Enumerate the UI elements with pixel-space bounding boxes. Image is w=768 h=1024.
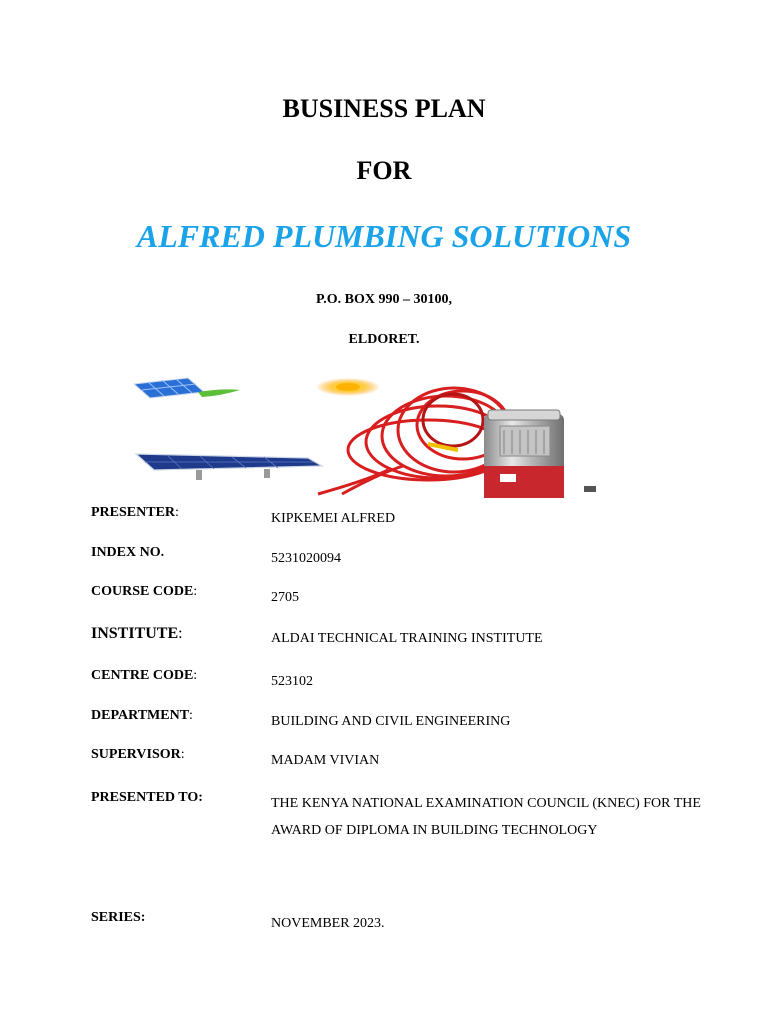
detail-label: [91, 545, 164, 561]
solar-panel-icon: [134, 378, 240, 398]
water-pump-icon: [484, 410, 596, 498]
detail-label-colon: :: [193, 584, 198, 599]
detail-label-colon: :: [193, 668, 198, 683]
detail-label-text: DEPARTMENT: [91, 708, 190, 723]
company-name: ALFRED PLUMBING SOLUTIONS: [136, 218, 632, 254]
hose-coil-icon: [318, 388, 510, 494]
detail-value: 2705: [271, 590, 299, 605]
detail-label-text: INSTITUTE: [91, 625, 179, 642]
detail-value: 523102: [271, 674, 313, 689]
detail-label: [91, 505, 179, 521]
detail-label: [91, 584, 197, 600]
address-town: ELDORET.: [348, 332, 420, 347]
detail-label: [91, 625, 183, 643]
title-for: FOR: [356, 156, 412, 185]
detail-label-text: INDEX NO.: [91, 545, 165, 560]
detail-label-colon: :: [180, 747, 185, 762]
detail-label: [91, 910, 145, 926]
address-po-box: P.O. BOX 990 – 30100,: [316, 292, 452, 307]
sun-icon: [316, 378, 380, 396]
title-business-plan: BUSINESS PLAN: [282, 94, 486, 123]
detail-label-colon: :: [178, 625, 183, 642]
detail-value: THE KENYA NATIONAL EXAMINATION COUNCIL (KNEC) FOR THE AWARD OF DIPLOMA IN BUILDING TECHNOLOGY: [271, 796, 701, 838]
detail-label: [91, 790, 203, 806]
detail-label-text: PRESENTER: [91, 505, 176, 520]
detail-label-text: COURSE CODE: [91, 584, 194, 599]
detail-label-colon: :: [189, 708, 193, 723]
detail-value: ALDAI TECHNICAL TRAINING INSTITUTE: [271, 631, 543, 646]
solar-panel-large-icon: [136, 454, 322, 480]
detail-value: NOVEMBER 2023.: [271, 916, 385, 931]
detail-label-colon: :: [175, 505, 179, 520]
cover-illustration: [128, 370, 608, 498]
detail-value: 5231020094: [271, 551, 341, 566]
detail-label-text: SUPERVISOR: [91, 747, 181, 762]
detail-label: [91, 668, 197, 684]
detail-label-text: SERIES:: [91, 910, 146, 925]
detail-label: [91, 708, 193, 724]
detail-label: [91, 747, 185, 763]
detail-value: KIPKEMEI ALFRED: [271, 511, 396, 526]
detail-label-text: PRESENTED TO:: [91, 790, 203, 805]
detail-value: BUILDING AND CIVIL ENGINEERING: [271, 714, 511, 729]
detail-value: MADAM VIVIAN: [271, 753, 380, 768]
detail-label-text: CENTRE CODE: [91, 668, 194, 683]
